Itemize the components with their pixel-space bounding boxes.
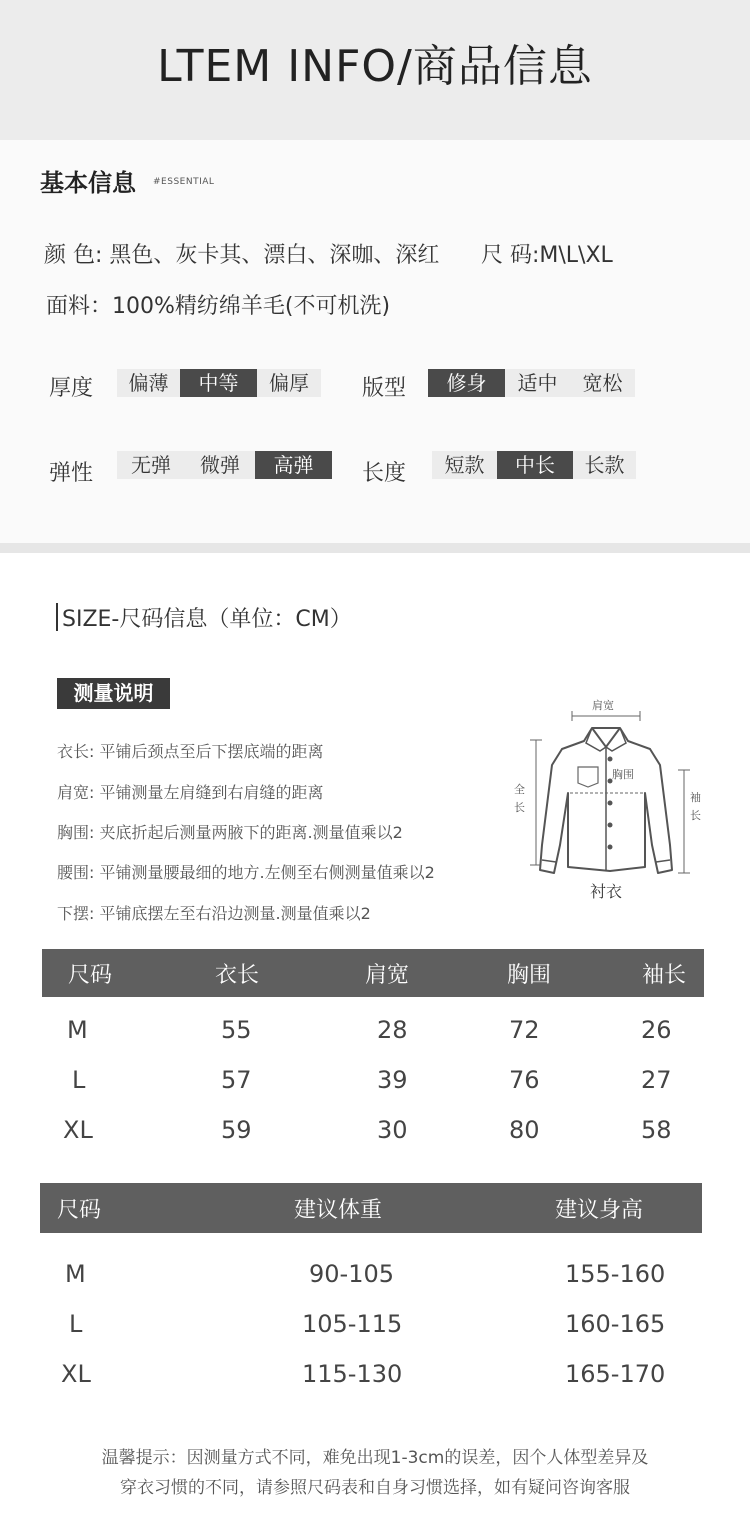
size-table-header-cell: 胸围 [507,962,552,988]
length-option-selected: 中长 [497,451,573,479]
size-cell: 72 [509,1016,540,1044]
size-cell: 58 [641,1116,672,1144]
tip-line: 温馨提示：因测量方式不同，难免出现1-3cm的误差，因个人体型差异及 [101,1448,649,1468]
size-cell: 76 [509,1066,540,1094]
fit-cell: L [69,1310,83,1338]
fit-table-header [40,1183,702,1233]
thickness-options [117,369,321,397]
length-option: 长款 [584,453,625,477]
size-section-title: SIZE-尺码信息（单位：CM） [62,607,352,632]
page-title: LTEM INFO/商品信息 [157,41,593,92]
shirt-diagram [500,695,720,910]
fit-cell: 115-130 [302,1360,403,1388]
length-label: 长 [514,801,525,814]
basic-info-subtitle: #ESSENTIAL [153,177,215,187]
fabric-line: 面料：100%精纺绵羊毛(不可机洗) [46,294,391,319]
fit-option: 适中 [517,371,558,395]
fit-cell: 90-105 [309,1260,395,1288]
elasticity-label: 弹性 [49,461,94,486]
size-cell: M [67,1016,88,1044]
measure-line: 衣长: 平铺后颈点至后下摆底端的距离 [57,742,324,761]
chest-label: 胸围 [612,768,634,781]
basic-info-title: 基本信息 [40,169,136,197]
color-line: 颜 色: 黑色、灰卡其、漂白、深咖、深红 [44,243,440,268]
length-label: 长度 [362,461,407,486]
shirt-icon [500,695,720,910]
size-cell: 26 [641,1016,672,1044]
size-cell: 57 [221,1066,252,1094]
fit-label: 版型 [362,376,407,401]
shoulder-label: 肩宽 [592,699,614,712]
elasticity-option: 微弹 [200,453,240,477]
thickness-option: 偏薄 [128,371,169,395]
length-options [432,451,636,479]
size-table-header-cell: 尺码 [68,962,113,988]
fit-option: 宽松 [582,371,623,395]
measure-line: 肩宽: 平铺测量左肩缝到右肩缝的距离 [57,783,324,802]
size-cell: 27 [641,1066,672,1094]
fit-cell: 105-115 [302,1310,403,1338]
sleeve-label: 袖 [690,791,701,804]
diagram-caption: 衬衣 [590,882,623,901]
fit-cell: M [65,1260,86,1288]
size-table-header [42,949,704,997]
tip-line: 穿衣习惯的不同，请参照尺码表和自身习惯选择，如有疑问咨询客服 [120,1478,630,1498]
size-table-header-cell: 衣长 [215,962,260,988]
size-cell: 80 [509,1116,540,1144]
size-cell: 55 [221,1016,252,1044]
elasticity-options [117,451,332,479]
sleeve-label: 长 [690,809,701,822]
measure-line: 下摆: 平铺底摆左至右沿边测量.测量值乘以2 [57,904,371,923]
fit-table-header-cell: 建议体重 [294,1197,383,1223]
fit-cell: 155-160 [565,1260,666,1288]
size-cell: 28 [377,1016,408,1044]
size-table-header-cell: 肩宽 [365,962,410,988]
fit-cell: 165-170 [565,1360,666,1388]
elasticity-option-selected: 高弹 [255,451,332,479]
measure-line: 胸围: 夹底折起后测量两腋下的距离.测量值乘以2 [57,823,403,842]
size-line: 尺 码:M\L\XL [481,243,613,268]
measure-tag: 测量说明 [57,678,170,709]
fit-option-selected: 修身 [428,369,505,397]
size-cell: L [72,1066,86,1094]
thickness-option: 偏厚 [269,371,309,395]
size-table-header-cell: 袖长 [642,962,687,988]
size-cell: 30 [377,1116,408,1144]
elasticity-option: 无弹 [131,453,171,477]
length-label: 全 [514,783,525,796]
fit-cell: 160-165 [565,1310,666,1338]
fit-options [428,369,635,397]
size-title-marker [56,603,58,631]
measure-line: 腰围: 平铺测量腰最细的地方.左侧至右侧测量值乘以2 [57,863,435,882]
thickness-option-selected: 中等 [180,369,257,397]
thickness-label: 厚度 [49,376,94,401]
size-cell: 59 [221,1116,252,1144]
fit-table-header-cell: 尺码 [57,1197,102,1223]
fit-table-header-cell: 建议身高 [555,1197,644,1223]
fit-cell: XL [61,1360,91,1388]
section-divider [0,543,750,553]
size-cell: 39 [377,1066,408,1094]
length-option: 短款 [444,453,485,477]
size-cell: XL [63,1116,93,1144]
